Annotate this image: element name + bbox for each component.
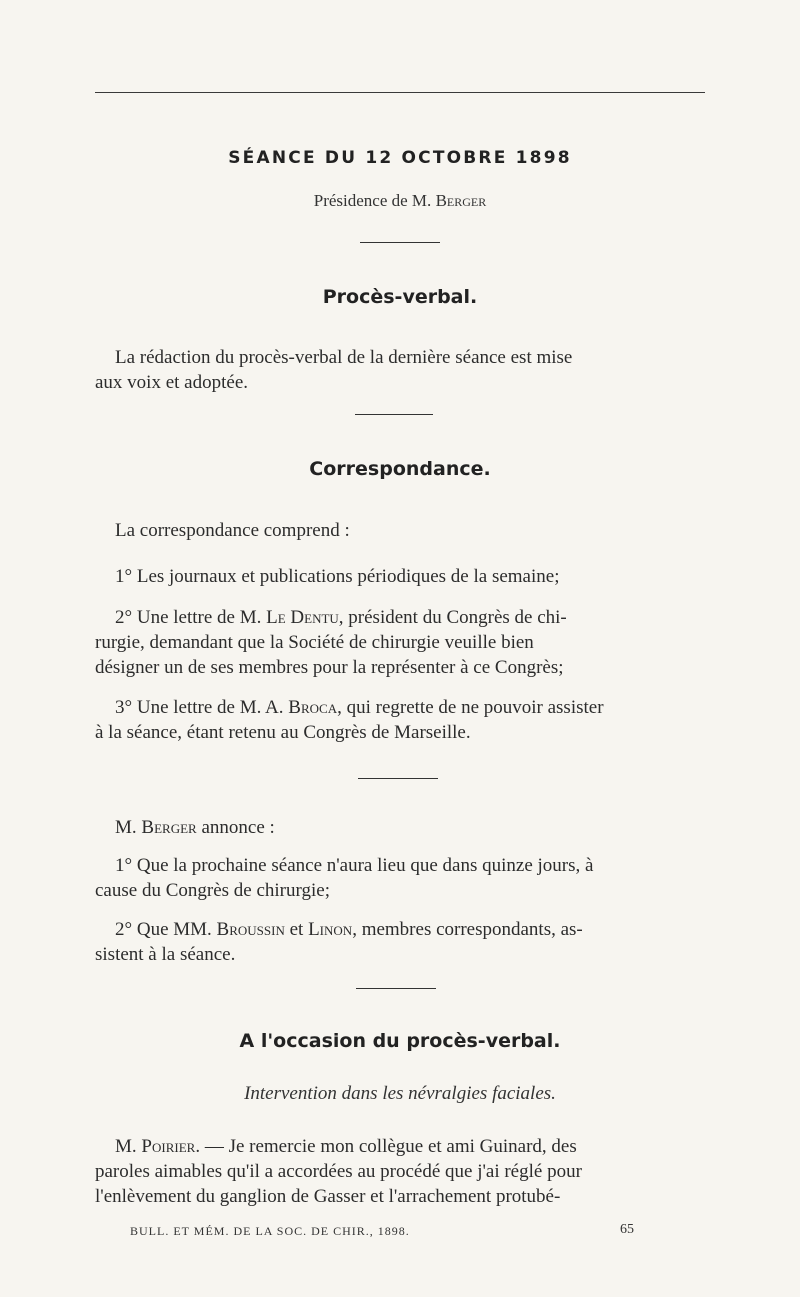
correspondance-item-2-line1 [115, 605, 705, 630]
annonce-prefix: M. [115, 817, 142, 838]
section-title-occasion: A l'occasion du procès-verbal. [239, 1030, 561, 1052]
page-number: 65 [620, 1222, 634, 1237]
occasion-suffix: . — Je remercie mon collègue et ami Guinard, des [195, 1136, 577, 1157]
annonce-item2-suffix: , membres correspondants, as- [352, 919, 583, 940]
president-name: Berger [435, 191, 487, 210]
name-poirier: Poirier [141, 1136, 196, 1157]
occasion-para-line3: l'enlèvement du ganglion de Gasser et l'arrachement protubé- [95, 1186, 561, 1207]
top-rule [95, 92, 705, 93]
presidence-line [0, 191, 800, 211]
name-broca: Broca [288, 697, 338, 718]
name-linon: Linon [308, 919, 353, 940]
footer-citation: BULL. ET MÉM. DE LA SOC. DE CHIR., 1898. [130, 1224, 410, 1238]
correspondance-item-2-line2: rurgie, demandant que la Société de chirurgie veuille bien [95, 632, 534, 653]
divider-rule [358, 778, 438, 779]
section-title-proces-verbal: Procès-verbal. [322, 286, 478, 308]
divider-rule [356, 988, 436, 989]
section-title-correspondance: Correspondance. [309, 458, 491, 480]
annonce-item-1-line1: 1° Que la prochaine séance n'aura lieu que dans quinze jours, à [115, 855, 594, 876]
proces-verbal-line1: La rédaction du procès-verbal de la dernière séance est mise [115, 347, 573, 368]
correspondance-item-1: 1° Les journaux et publications périodiques de la semaine; [115, 566, 560, 587]
session-heading: SÉANCE DU 12 OCTOBRE 1898 [228, 148, 572, 168]
occasion-prefix: M. [115, 1136, 142, 1157]
presidence-prefix: Présidence de M. [313, 191, 436, 210]
annonce-item2-prefix: 2° Que MM. [115, 919, 217, 940]
annonce-intro [115, 815, 705, 840]
annonce-item2-mid: et [284, 919, 309, 940]
item2-suffix: , président du Congrès de chi- [338, 607, 567, 628]
annonce-item-1-line2: cause du Congrès de chirurgie; [95, 880, 330, 901]
correspondance-intro: La correspondance comprend : [115, 520, 350, 541]
occasion-subtitle: Intervention dans les névralgies faciales. [244, 1083, 556, 1104]
proces-verbal-line2: aux voix et adoptée. [95, 372, 249, 393]
item3-prefix: 3° Une lettre de M. A. [115, 697, 289, 718]
occasion-para-line1 [115, 1134, 705, 1159]
annonce-item-2-line1 [115, 917, 705, 942]
name-broussin: Broussin [216, 919, 285, 940]
correspondance-item-2-line3: désigner un de ses membres pour la représenter à ce Congrès; [95, 657, 564, 678]
divider-rule [355, 414, 433, 415]
correspondance-item-3-line1 [115, 695, 705, 720]
annonce-item-2-line2: sistent à la séance. [95, 944, 236, 965]
item3-suffix: , qui regrette de ne pouvoir assister [337, 697, 604, 718]
item2-prefix: 2° Une lettre de M. [115, 607, 267, 628]
correspondance-item-3-line2: à la séance, étant retenu au Congrès de Marseille. [95, 722, 471, 743]
name-berger: Berger [141, 817, 197, 838]
divider-rule [360, 242, 440, 243]
annonce-suffix: annonce : [196, 817, 275, 838]
occasion-para-line2: paroles aimables qu'il a accordées au procédé que j'ai réglé pour [95, 1161, 582, 1182]
name-le-dentu: Le Dentu [266, 607, 339, 628]
